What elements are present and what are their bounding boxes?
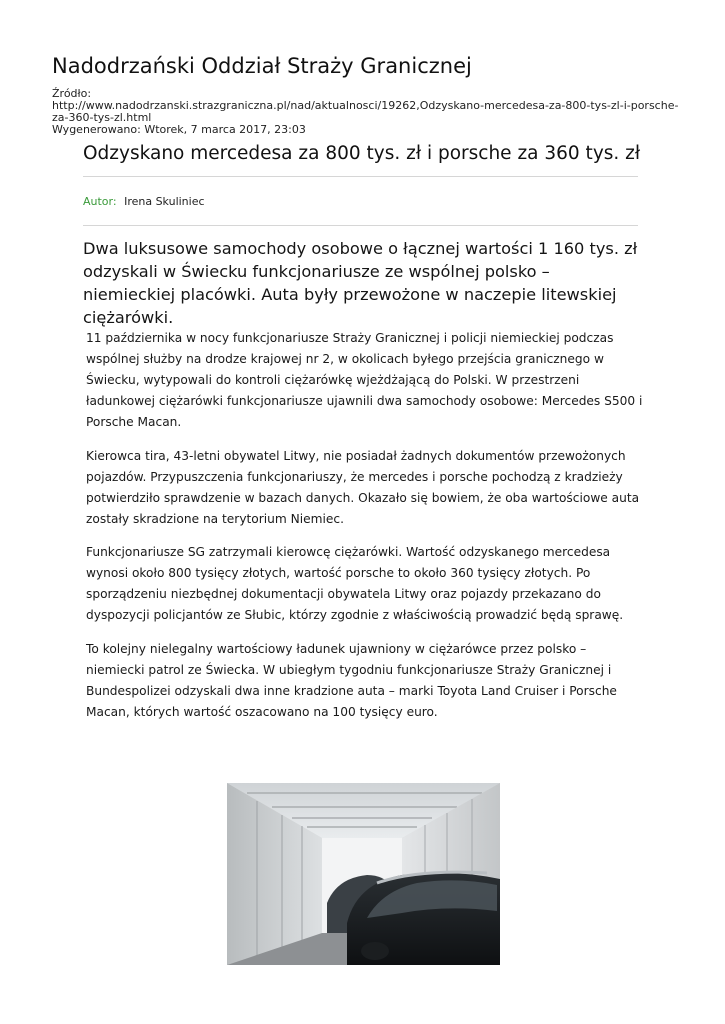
divider: [83, 225, 638, 226]
generated-date: Wygenerowano: Wtorek, 7 marca 2017, 23:03: [52, 123, 306, 136]
source-meta: [52, 88, 682, 136]
paragraph: Kierowca tira, 43-letni obywatel Litwy, nie posiadał żadnych dokumentów przewożonych pojazdów. Przypuszczenia funkcjonariuszy, że mercedes i porsche pochodzą z kradzieży potwierdziło sprawdzenie w bazach danych. Okazało się bowiem, że oba wartościowe auta zostały skradzione na terytorium Niemiec.: [86, 448, 640, 526]
article-body: [86, 328, 648, 735]
author-name: Irena Skuliniec: [124, 195, 205, 208]
author-label: Autor:: [83, 195, 117, 208]
site-title: Nadodrzański Oddział Straży Granicznej: [52, 54, 472, 78]
article-lead: Dwa luksusowe samochody osobowe o łącznej wartości 1 160 tys. zł odzyskali w Świecku funkcjonariusze ze wspólnej polsko – niemieckiej placówki. Auta były przewożone w naczepie litewskiej ciężarówki.: [83, 239, 638, 327]
article-photo: [227, 783, 500, 965]
paragraph: 11 października w nocy funkcjonariusze Straży Granicznej i policji niemieckiej podczas wspólnej służby na drodze krajowej nr 2, w okolicach byłego przejścia granicznego w Świecku, wytypowali do kontroli ciężarówkę wjeżdżającą do Polski. W przestrzeni ładunkowej ciężarówki funkcjonariusze ujawnili dwa samochody osobowe: Mercedes S500 i Porsche Macan.: [86, 331, 643, 429]
source-url[interactable]: http://www.nadodrzanski.strazgraniczna.pl/nad/aktualnosci/19262,Odzyskano-mercedesa-za-800-tys-zl-i-porsche-za-360-tys-zl.html: [52, 99, 679, 124]
article-title: Odzyskano mercedesa za 800 tys. zł i porsche za 360 tys. zł: [83, 143, 641, 164]
paragraph: To kolejny nielegalny wartościowy ładunek ujawniony w ciężarówce przez polsko – niemiecki patrol ze Świecka. W ubiegłym tygodniu funkcjonariusze Straży Granicznej i Bundespolizei odzyskali dwa inne kradzione auta – marki Toyota Land Cruiser i Porsche Macan, których wartość oszacowano na 100 tysięcy euro.: [86, 641, 617, 719]
author-line: [83, 195, 205, 208]
source-label: Źródło:: [52, 87, 92, 100]
truck-interior-photo: [227, 783, 500, 965]
divider: [83, 176, 638, 177]
paragraph: Funkcjonariusze SG zatrzymali kierowcę ciężarówki. Wartość odzyskanego mercedesa wynosi około 800 tysięcy złotych, wartość porsche to około 360 tysięcy złotych. Po sporządzeniu niezbędnej dokumentacji obywatela Litwy oraz pojazdy przekazano do dyspozycji policjantów ze Słubic, którzy zgodnie z właściwością prowadzić będą sprawę.: [86, 545, 624, 622]
